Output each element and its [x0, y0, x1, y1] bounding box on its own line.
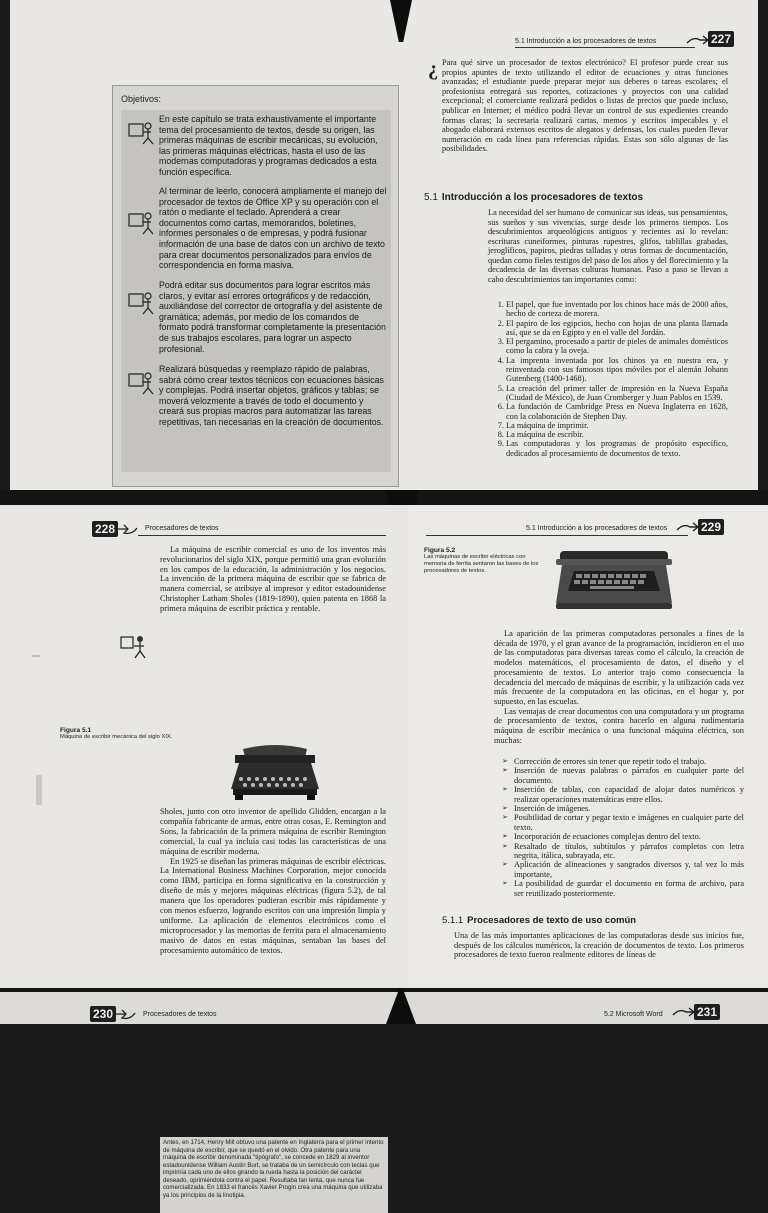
list-item: ➢ Inserción de tablas, con capacidad de alojar datos numéricos y realizar operaciones matemáticas entre ellos. [514, 785, 744, 804]
list-item: 9. Las computadoras y los programas de propósito específico, dedicados al procesamiento de documentos de texto. [506, 439, 728, 458]
arrow-icon [686, 34, 710, 48]
figure-label: Figura 5.2 [424, 547, 456, 554]
figure-caption: Máquina de escribir mecánica del siglo XIX. [60, 734, 173, 740]
section-heading [424, 192, 643, 203]
header-rule [138, 535, 386, 536]
header-rule [426, 535, 688, 536]
list-item: ➢ Resaltado de títulos, subtítulos y párrafos completos con letra negrita, itálica, subrayada, etc. [514, 842, 744, 861]
figure-5-2-caption [424, 547, 540, 575]
figure-caption: Las máquinas de escribir eléctricas con memoria de ferrita sentaron las bases de los procesadores de textos. [424, 554, 539, 574]
question-mark-icon: ¿ [428, 58, 438, 80]
page-number: 230 [90, 1006, 116, 1022]
list-item: 1. El papel, que fue inventado por los chinos hace más de 2000 años, hecho de corteza de morera. [506, 300, 728, 319]
arrow-icon [676, 521, 700, 535]
inventions-list [488, 300, 728, 458]
subsection-heading [442, 915, 636, 926]
figure-label: Figura 5.1 [60, 727, 92, 734]
electric-typewriter-image [554, 541, 674, 613]
reader-icon [127, 118, 155, 146]
reader-icon [118, 631, 148, 661]
page-number: 227 [708, 31, 734, 47]
objective-3: Podrá editar sus documentos para lograr escritos más claros, y evitar así errores ortográficos y de redacción, auxiliándose del corrector de ortografía y del asistente de gramática; además, por medio de los comandos de formato podrá transformar completamente la presentación de sus trabajos escolares, para lograr un aspecto profesional. [159, 280, 386, 354]
running-header: 5.1 Introducción a los procesadores de textos [526, 525, 668, 532]
section-number: 5.1 [424, 192, 438, 203]
page-230-231-strip [0, 990, 768, 1024]
list-item: ➢ Inserción de nuevas palabras o párrafos en cualquier parte del documento. [514, 766, 744, 785]
scan-artifact [32, 655, 40, 657]
paragraph: En 1925 se diseñan las primeras máquinas de escribir eléctricas. La International Business Machines Corporation, mejor conocida como IBM, participa en forma significativa en la construcción y diseño de más y mejores máquinas eléctricas (figura 5.2), de tal manera que los operadores pudieran escribir más rápidamente y con menos esfuerzo, logrando escritos con una impresión limpia y uniforme. La aplicación de elementos electrónicos como el microprocesador y las memorias de ferrita para el almacenamiento masivo de datos en estas máquinas, sentaban las bases del procesamiento automático de textos. [160, 856, 386, 955]
arrow-icon [116, 523, 138, 535]
advantages-list [500, 757, 744, 898]
page-number: 228 [92, 521, 118, 537]
list-item: 8. La máquina de escribir. [506, 430, 728, 439]
page-number: 231 [694, 1004, 720, 1020]
subsection-number: 5.1.1 [442, 915, 464, 926]
page-number: 229 [698, 519, 724, 535]
list-item: ➢ Corrección de errores sin tener que repetir todo el trabajo. [514, 757, 744, 766]
list-item: 2. El papiro de los egipcios, hecho con hojas de una planta llamada así, que se da en Egipto y en el valle del Jordán. [506, 319, 728, 338]
list-item: ➢ Incorporación de ecuaciones complejas dentro del texto. [514, 832, 744, 841]
paragraph: Una de las más importantes aplicaciones de las computadoras desde sus inicios fue, después de los cálculos numéricos, la creación de documentos de texto. Los primeros procesadores de texto fueron realmente editores de líneas de [454, 931, 744, 960]
body-paragraph [160, 807, 386, 956]
reader-icon [127, 288, 155, 316]
history-note: Antes, en 1714, Henry Mill obtuvo una patente en Inglaterra para el primer intento de máquina de escribir, que se quedó en el olvido. Otra patente para una máquina de escribir denominada "tipógrafo", se concede en 1829 al inventor estadounidense William Austin Burt, se trataba de un semicírculo con teclas que imprimía cada uno de ellos girando la rueda hasta la posición del carácter deseado, oprimiéndola contra el papel. Resultaba tan lenta, que nunca fue comercializada. En 1833 el francés Xavier Progin crea una máquina que utilizaba ya los principios de la linotipia. [160, 1137, 388, 1213]
reader-icon [127, 208, 155, 236]
running-header: Procesadores de textos [143, 1011, 217, 1018]
body-paragraph [454, 931, 744, 960]
paragraph: La máquina de escribir comercial es uno de los inventos más revolucionarios del siglo XIX, porque permitió una gran evolución en los campos de la educación, la administración y los negocios. La invención de la primera máquina de escribir que se fabrica de manera comercial, se atribuye al impresor y editor estadounidense Christopher Latham Sholes (1819-1890), quien patenta en 1868 la primera máquina de escribir práctica y rentable. [160, 545, 386, 613]
list-item: ➢ Posibilidad de cortar y pegar texto e imágenes en cualquier parte del texto. [514, 813, 744, 832]
objectives-panel [121, 110, 391, 472]
paragraph: Sholes, junto con otro inventor de apellido Glidden, encargan a la compañía fabricante de armas, entre otras cosas, E. Remington and Sons, la fabricación de la primera máquina de escribir Remington comercial, la cual ya incluía casi todas las características de una máquina de escribir moderna. [160, 807, 386, 856]
paragraph: Las ventajas de crear documentos con una computadora y un programa de procesamiento de textos, contra hacerlo en alguna rudimentaria máquina de escribir mecánica o una funcional máquina eléctrica, son muchas: [494, 706, 744, 745]
body-paragraph [494, 629, 744, 745]
list-item: ➢ Inserción de imágenes. [514, 804, 744, 813]
running-header: Procesadores de textos [145, 525, 219, 532]
running-header: 5.2 Microsoft Word [604, 1011, 663, 1018]
list-item: ➢ Aplicación de alineaciones y sangrados diversos y, tal vez lo más importante, [514, 860, 744, 879]
objectives-box [112, 85, 399, 487]
list-item: ➢ La posibilidad de guardar el documento en forma de archivo, para ser reutilizado posteriormente. [514, 879, 744, 898]
list-item: 7. La máquina de imprimir. [506, 421, 728, 430]
reader-icon [127, 368, 155, 396]
intro-question: Para qué sirve un procesador de textos electrónico? El profesor puede crear sus propios apuntes de texto utilizando el editor de ecuaciones y otras funciones avanzadas; el estudiante puede preparar mejor sus deberes o tareas escolares; el profesionista entregará sus reportes, cotizaciones y proyectos con una calidad excepcional; el comerciante realizará pedidos o listas de precios que puede incluso, publicar en Internet; el médico podrá llevar un control de sus expedientes creando formas claras; la secretaria realizará cartas, memos y escritos impecables y el abogado elaborará extensos escritos de alegatos y defensas, los cuales pueden llevar numeración en cada línea para referencias rápidas. Estas son sólo algunas de las posibilidades. [442, 58, 728, 154]
list-item: 6. La fundación de Cambridge Press en Nueva Inglaterra en 1628, con la colaboración de Stephen Day. [506, 402, 728, 421]
list-item: 5. La creación del primer taller de impresión en la Nueva España (Ciudad de México), de Juan Cromberger y Juan Pablos en 1539. [506, 384, 728, 403]
objectives-title: Objetivos: [121, 94, 162, 104]
list-item: 4. La imprenta inventada por los chinos ya en nuestra era, y reinventada con sus famosos tipos móviles por el alemán Johann Gutenberg (1400-1468). [506, 356, 728, 384]
mechanical-typewriter-image [225, 743, 325, 801]
objective-1: En este capítulo se trata exhaustivamente el importante tema del procesamiento de textos, desde su origen, las primeras máquinas de escribir mecánicas, su evolución, las primeras máquinas eléctricas, hasta el uso de las modernas computadoras y programas dedicados a esta función específica. [159, 114, 378, 177]
page-227 [10, 0, 758, 490]
paragraph: La aparición de las primeras computadoras personales a fines de la década de 1970, y el gran avance de la programación, incidieron en el uso de las computadoras para diversas tareas como el cálculo, la creación de modelos matemáticos, el procesamiento de datos, el diseño y el procesamiento de textos. Lo anterior trajo como consecuencia la decadencia del mercado de máquinas de escribir, y la utilización cada vez más frecuente de la computadora en las oficinas, en el hogar y, por supuesto, en las escuelas. [494, 629, 744, 706]
arrow-icon [114, 1008, 136, 1020]
figure-5-1-caption [60, 727, 250, 741]
scan-artifact [36, 775, 42, 805]
body-paragraph [160, 545, 386, 614]
arrow-icon [672, 1006, 696, 1020]
subsection-title: Procesadores de texto de uso común [467, 915, 637, 926]
page-gap [0, 490, 768, 505]
objective-4: Realizará búsquedas y reemplazo rápido de palabras, sabrá cómo crear textos técnicos con ecuaciones básicas y complejas. Podrá insertar objetos, gráficos y tablas; se moverá velozmente a través de todo el documento y creará sus propias macros para automatizar las tareas repetitivas, tan necesarias en la creación de documentos. [159, 364, 384, 427]
list-item: 3. El pergamino, procesado a partir de pieles de animales domésticos como la cabra y la oveja. [506, 337, 728, 356]
running-header: 5.1 Introducción a los procesadores de textos [515, 38, 657, 45]
objective-2: Al terminar de leerlo, conocerá ampliamente el manejo del procesador de textos de Office XP y su operación con el ratón o mediante el teclado. Aprenderá a crear documentos como cartas, memorandos, boletines, informes personales o de empresas, y podrá fusionar información de una base de datos con un archivo de texto para crear documentos personalizados para envíos de correspondencia en forma masiva. [159, 186, 387, 271]
page-229 [408, 505, 768, 990]
header-rule [515, 47, 695, 48]
section-title: Introducción a los procesadores de textos [441, 192, 644, 203]
section-paragraph: La necesidad del ser humano de comunicar sus ideas, sus pensamientos, sus sueños y sus vivencias, surge desde los primeros tiempos. Los descubrimientos arqueológicos antiguos y recientes así lo revelan: escrituras cuneiformes, pinturas rupestres, glifos, tablillas grabadas, jeroglíficos, papiros, piedras talladas y otras formas de documentación, quedan como fieles testigos del paso de los años y del florecimiento y la decadencia de las diversas culturas humanas. Paso a paso se llevan a cabo descubrimientos tan importantes como: [488, 208, 728, 284]
page-gap [0, 988, 768, 992]
